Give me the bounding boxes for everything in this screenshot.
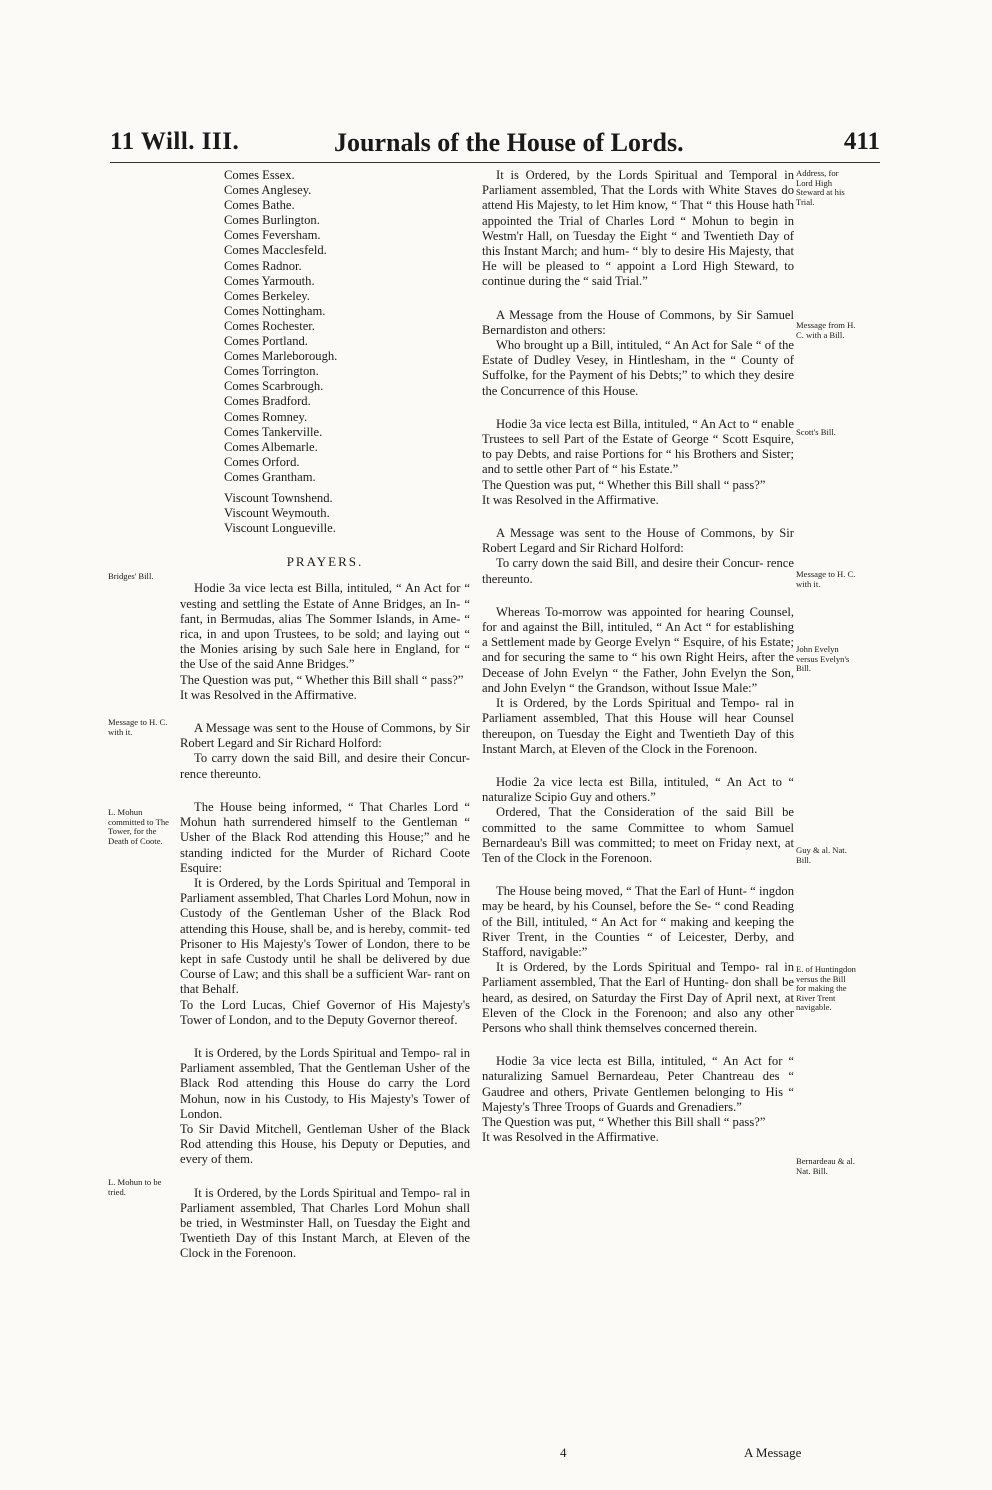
- scott-bill: Hodie 3a vice lecta est Billa, intituled, “ An Act to “ enable Trustees to sell Part of the Estate of George “ Scott Esquire, to pay Debts, and raise Portions for “ his Brothers and Sister; and to settle other Part of “ his Estate.”: [482, 416, 794, 477]
- peer-roll: [224, 168, 470, 485]
- peer-entry: Comes Orford.: [224, 454, 300, 469]
- margin-note-right: Scott's Bill.: [796, 427, 836, 437]
- header-title: Journals of the House of Lords.: [334, 128, 684, 157]
- right-column: [482, 168, 794, 1145]
- header-regnal-year: 11 Will. III.: [110, 128, 240, 155]
- resolved: It was Resolved in the Affirmative.: [482, 492, 659, 507]
- question-put: The Question was put, “ Whether this Bill shall “ pass?”: [180, 672, 464, 687]
- guy-bill: Hodie 2a vice lecta est Billa, intituled, “ An Act to “ naturalize Scipio Guy and others.”: [482, 774, 794, 805]
- bernardeau-bill: Hodie 3a vice lecta est Billa, intituled, “ An Act for “ naturalizing Samuel Bernardeau, Peter Chantreau des “ Gaudree and others, Private Gentlemen belonging to His “ Majesty's Three Troops of Guards and Grenadiers.”: [482, 1054, 794, 1114]
- margin-note-right: E. of Huntingdon versus the Bill for making the River Trent navigable.: [796, 964, 856, 1013]
- peer-entry: Comes Nottingham.: [224, 303, 326, 318]
- peer-entry: Viscount Longueville.: [224, 521, 336, 536]
- left-column: [180, 168, 470, 1262]
- catchword: A Message: [744, 1445, 802, 1460]
- peer-entry: Comes Bradford.: [224, 394, 311, 409]
- huntingdon-order: It is Ordered, by the Lords Spiritual and Tempo- ral in Parliament assembled, That the Earl of Hunting- don shall be heard, as desired, on Saturday the First Day of April next, at Eleven of the Clock in the Forenoon; and also any other Persons who shall think themselves concerned therein.: [482, 960, 794, 1035]
- mohun-informed: The House being informed, “ That Charles Lord “ Mohun hath surrendered himself to the Gentleman “ Usher of the Black Rod attending this House;” and he standing indicted for the Murder of Richard Coote Esquire:: [180, 799, 470, 875]
- address-lord-lucas: To the Lord Lucas, Chief Governor of His Majesty's Tower of London, and to the Deputy Governor thereof.: [180, 997, 470, 1027]
- margin-note-left: L. Mohun to be tried.: [108, 1177, 162, 1197]
- message-commons: A Message was sent to the House of Commons, by Sir Robert Legard and Sir Richard Holford:: [180, 721, 470, 751]
- question-put: The Question was put, “ Whether this Bill shall “ pass?”: [482, 477, 766, 492]
- peer-entry: Comes Romney.: [224, 409, 308, 424]
- message-commons: A Message was sent to the House of Commons, by Sir Robert Legard and Sir Richard Holford:: [482, 526, 794, 556]
- message-from-commons: A Message from the House of Commons, by Sir Samuel Bernardiston and others:: [482, 307, 794, 337]
- vesey-bill: Who brought up a Bill, intituled, “ An Act for Sale “ of the Estate of Dudley Vesey, in Hintlesham, in the “ County of Suffolke, for the Payment of his Debts;” to which they desire the Concurrence of this House.: [482, 338, 794, 398]
- peer-entry: Comes Tankerville.: [224, 424, 323, 439]
- mohun-order: It is Ordered, by the Lords Spiritual and Temporal in Parliament assembled, That Charles Lord Mohun, now in Custody of the Gentleman Usher of the Black Rod attending this House, shall be, and is hereby, commit- ted Prisoner to His Majesty's Tower of London, there to be kept in safe Custody until he shall be delivered by due Course of Law; and this shall be a sufficient War- rant on that Behalf.: [180, 875, 470, 997]
- resolved: It was Resolved in the Affirmative.: [180, 687, 357, 702]
- signature-mark: 4: [560, 1445, 567, 1460]
- peer-entry: Comes Portland.: [224, 334, 308, 349]
- peer-entry: Comes Albemarle.: [224, 439, 318, 454]
- peer-entry: Comes Essex.: [224, 168, 295, 182]
- peer-entry: Comes Burlington.: [224, 213, 320, 228]
- peer-entry: Viscount Townshend.: [224, 490, 333, 505]
- address-mitchell: To Sir David Mitchell, Gentleman Usher of the Black Rod attending this House, his Deputy or Deputies, and every of them.: [180, 1121, 470, 1167]
- prayers-heading: PRAYERS.: [286, 554, 364, 570]
- question-put: The Question was put, “ Whether this Bill shall “ pass?”: [482, 1114, 766, 1129]
- margin-note-right: Message to H. C. with it.: [796, 569, 856, 589]
- peer-entry: Comes Rochester.: [224, 318, 315, 333]
- peer-entry: Comes Scarbrough.: [224, 379, 324, 394]
- peer-entry: Comes Berkeley.: [224, 288, 310, 303]
- margin-note-right: Guy & al. Nat. Bill.: [796, 845, 847, 865]
- evelyn-bill: Whereas To-morrow was appointed for hearing Counsel, for and against the Bill, intituled, “ An Act “ for establishing a Settlement made by George Evelyn “ Esquire, of his Estate; and for securing the same to “ his own Right Heirs, after the Decease of John Evelyn “ the Father, John Evelyn the Son, and John Evelyn “ the Grandson, without Issue Male:”: [482, 604, 794, 695]
- guy-committee-order: Ordered, That the Consideration of the said Bill be committed to the same Committee to whom Samuel Bernardeau's Bill was committed; to meet on Friday next, at Ten of the Clock in the Forenoon.: [482, 805, 794, 865]
- peer-entry: Comes Macclesfeld.: [224, 243, 327, 258]
- peer-entry: Comes Feversham.: [224, 228, 321, 243]
- bridges-bill-paragraph: Hodie 3a vice lecta est Billa, intituled, “ An Act for “ vesting and settling the Estate of Anne Bridges, an In- “ fant, in Bermudas, alias The Sommer Islands, in Ame- “ rica, in and upon Trustees, to be sold; and laying out “ the Monies arising by such Sale here in England, for “ the Use of the said Anne Bridges.”: [180, 581, 470, 672]
- margin-note-right: Bernardeau & al. Nat. Bill.: [796, 1156, 855, 1176]
- peer-entry: Comes Bathe.: [224, 198, 295, 213]
- black-rod-order: It is Ordered, by the Lords Spiritual and Tempo- ral in Parliament assembled, That the Gentleman Usher of the Black Rod attending this House do carry the Lord Mohun, now in his Custody, to His Majesty's Tower of London.: [180, 1045, 470, 1121]
- peer-entry: Comes Grantham.: [224, 469, 316, 484]
- carry-down: To carry down the said Bill, and desire their Concur- rence thereunto.: [180, 751, 470, 781]
- margin-note-left: L. Mohun committed to The Tower, for the Death of Coote.: [108, 807, 169, 846]
- margin-note-right: Address, for Lord High Steward at his Trial.: [796, 168, 845, 207]
- carry-down: To carry down the said Bill, and desire their Concur- rence thereunto.: [482, 556, 794, 586]
- margin-note-right: John Evelyn versus Evelyn's Bill.: [796, 644, 850, 674]
- lord-high-steward-order: It is Ordered, by the Lords Spiritual and Temporal in Parliament assembled, That the Lords with White Staves do attend His Majesty, to let Him know, “ That “ this House hath appointed the Trial of Charles Lord “ Mohun to begin in Westm'r Hall, on Tuesday the Eight “ and Twentieth Day of this Instant March; and hum- “ bly to desire His Majesty, that He will be pleased to “ appoint a Lord High Steward, to continue during the “ said Trial.”: [482, 168, 794, 289]
- peer-entry: Comes Torrington.: [224, 364, 319, 379]
- huntingdon-motion: The House being moved, “ That the Earl of Hunt- “ ingdon may be heard, by his Counsel, before the Se- “ cond Reading of the Bill, intituled, “ An Act for “ making and keeping the River Trent, in the Counties “ of Leicester, Derby, and Stafford, navigable:”: [482, 884, 794, 959]
- header-rule: [110, 162, 880, 163]
- evelyn-order: It is Ordered, by the Lords Spiritual and Tempo- ral in Parliament assembled, That this House will hear Counsel thereupon, on Tuesday the Eight and Twentieth Day of this Instant March, at Eleven of the Clock in the Forenoon.: [482, 696, 794, 756]
- peer-entry: Comes Radnor.: [224, 258, 302, 273]
- mohun-trial-order: It is Ordered, by the Lords Spiritual and Tempo- ral in Parliament assembled, That Charles Lord Mohun shall be tried, in Westminster Hall, on Tuesday the Eight and Twentieth Day of this Instant March, at Eleven of the Clock in the Forenoon.: [180, 1185, 470, 1261]
- header-page-number: 411: [843, 128, 880, 155]
- resolved: It was Resolved in the Affirmative.: [482, 1130, 659, 1145]
- margin-note-right: Message from H. C. with a Bill.: [796, 320, 856, 340]
- peer-entry: Comes Yarmouth.: [224, 273, 315, 288]
- peer-entry: Viscount Weymouth.: [224, 506, 330, 521]
- margin-note-left: Bridges' Bill.: [108, 571, 154, 581]
- peer-entry: Comes Marleborough.: [224, 349, 338, 364]
- viscount-roll: [224, 491, 470, 536]
- running-header: [110, 128, 880, 162]
- margin-note-left: Message to H. C. with it.: [108, 717, 168, 737]
- peer-entry: Comes Anglesey.: [224, 183, 312, 198]
